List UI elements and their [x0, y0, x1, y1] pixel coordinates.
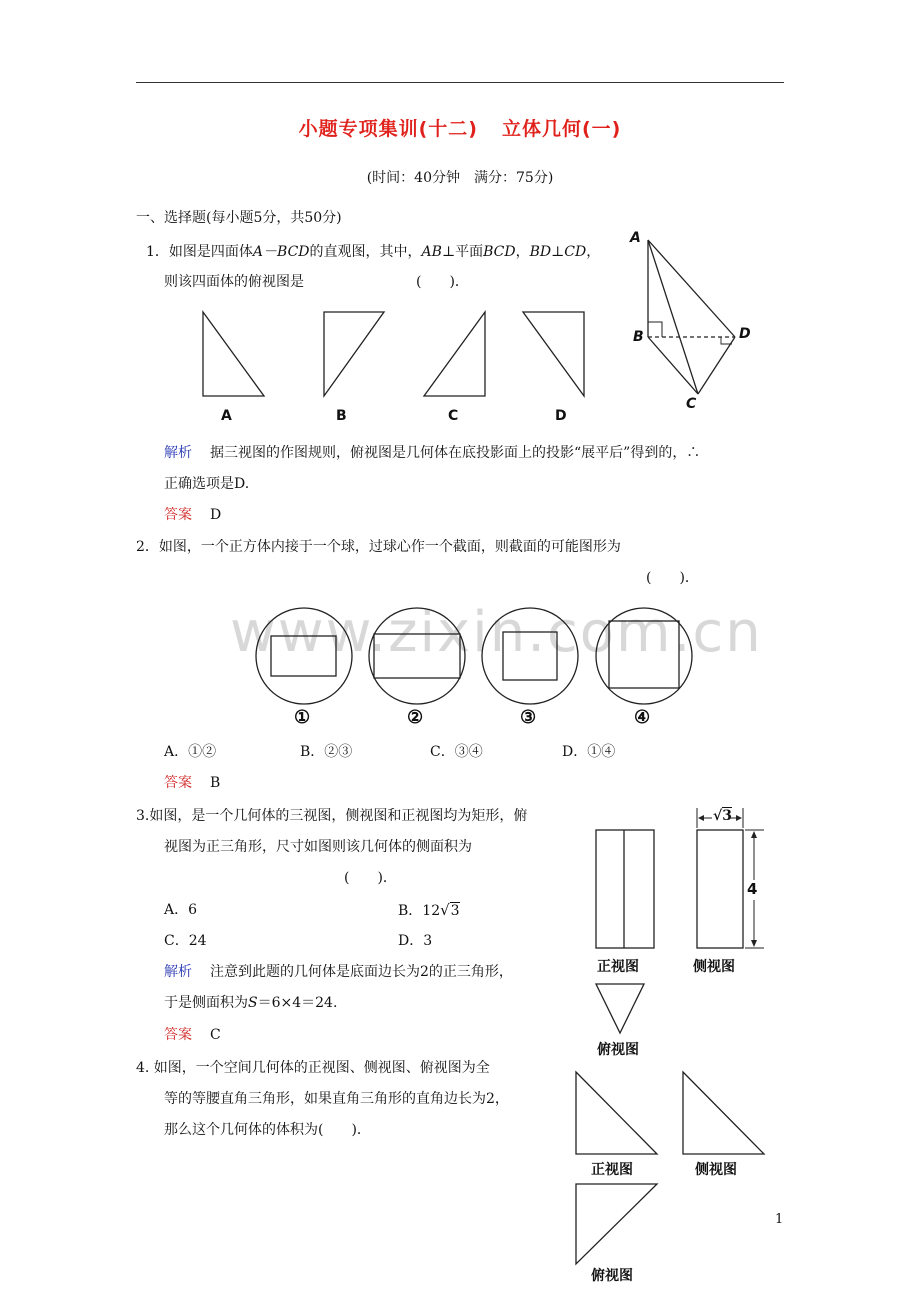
q4-top-view-label: 俯视图 — [591, 1268, 633, 1284]
q4-top-view — [576, 1184, 657, 1264]
q2-figure-2-label: ② — [407, 707, 424, 728]
q2-option-a: A．①② — [164, 744, 217, 760]
q2-answer-paren: ( )． — [646, 570, 699, 586]
q2-figure-3-label: ③ — [520, 707, 537, 728]
q1-option-d-label: D — [555, 408, 567, 424]
q4-text-line3: 那么这个几何体的体积为( )． — [164, 1122, 371, 1138]
q3-option-d: D．3 — [398, 933, 433, 949]
q2-text-line1: 2．如图，一个正方体内接于一个球，过球心作一个截面，则截面的可能图形为 — [136, 539, 621, 555]
q3-analysis-line2: 于是侧面积为S＝6×4＝24. — [164, 995, 338, 1011]
q3-option-c: C．24 — [164, 933, 207, 949]
q1-answer: 答案 D — [164, 507, 222, 523]
q4-text-line2: 等的等腰直角三角形，如果直角三角形的直角边长为2， — [164, 1091, 509, 1107]
q2-figure-1-label: ① — [294, 707, 311, 728]
q3-dim-height: 4 — [747, 880, 758, 898]
q3-top-view-label: 俯视图 — [597, 1042, 639, 1058]
q4-text-line1: 4. 如图，一个空间几何体的正视图、侧视图、俯视图为全 — [136, 1060, 490, 1076]
q3-analysis-line1: 解析 注意到此题的几何体是底面边长为2的正三角形， — [164, 964, 513, 980]
q3-option-a: A．6 — [164, 902, 198, 918]
watermark: www.zixin.com.cn — [230, 600, 763, 665]
q3-text-line2: 视图为正三角形，尺寸如图则该几何体的侧面积为 — [164, 839, 472, 855]
q3-option-b: B．12√3 — [398, 901, 460, 919]
q2-option-d: D．①④ — [562, 744, 616, 760]
q4-front-view-label: 正视图 — [591, 1162, 633, 1178]
section-heading: 一、选择题(每小题5分，共50分) — [136, 210, 342, 226]
q1-option-c-label: C — [448, 408, 459, 424]
q1-text-line1: 1．如图是四面体A－BCD的直观图，其中，AB⊥平面BCD，BD⊥CD， — [146, 244, 601, 260]
q2-answer: 答案 B — [164, 775, 221, 791]
q2-option-c: C．③④ — [430, 744, 483, 760]
q3-answer-paren: ( )． — [344, 870, 397, 886]
q4-side-view — [683, 1072, 764, 1154]
q1-analysis-line2: 正确选项是D. — [164, 476, 250, 492]
q3-dim-width: √3 — [713, 808, 732, 824]
q1-answer-paren: ( )． — [416, 274, 469, 290]
exam-info: (时间：40分钟 满分：75分) — [366, 170, 554, 186]
q3-front-view-label: 正视图 — [597, 959, 639, 975]
q1-text-line2: 则该四面体的俯视图是 — [164, 274, 304, 290]
page-title: 小题专项集训(十二) 立体几何(一) — [298, 118, 622, 140]
q3-answer: 答案 C — [164, 1027, 221, 1043]
q2-figure-4-label: ④ — [634, 707, 651, 728]
q1-option-b-label: B — [336, 408, 347, 424]
tetra-vertex-d: D — [739, 326, 751, 342]
q3-text-line1: 3.如图，是一个几何体的三视图，侧视图和正视图均为矩形，俯 — [136, 808, 528, 824]
q1-option-a-label: A — [221, 408, 232, 424]
q4-front-view — [576, 1072, 657, 1154]
q3-side-view-label: 侧视图 — [693, 959, 735, 975]
page-number: 1 — [775, 1212, 784, 1227]
q4-side-view-label: 侧视图 — [695, 1162, 737, 1178]
tetra-vertex-b: B — [633, 329, 644, 345]
q2-option-b: B．②③ — [300, 744, 353, 760]
tetra-vertex-a: A — [630, 230, 641, 246]
q1-analysis-line1: 解析 据三视图的作图规则，俯视图是几何体在底投影面上的投影“展平后”得到的，∴ — [164, 445, 701, 461]
tetra-vertex-c: C — [686, 396, 697, 412]
